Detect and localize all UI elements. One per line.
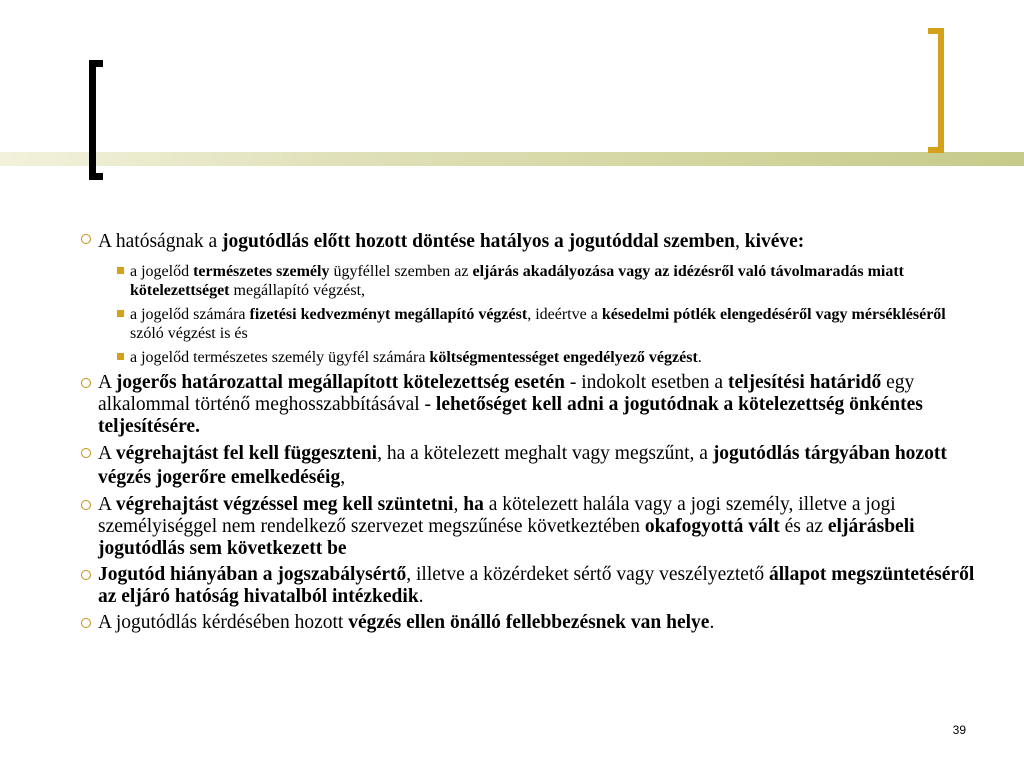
text: . <box>697 349 702 366</box>
square-bullet-icon <box>117 267 124 274</box>
text: A <box>98 494 116 515</box>
bullet-item <box>78 442 978 490</box>
sub-bullet-item <box>78 305 978 343</box>
text: ügyféllel szemben az <box>329 263 473 280</box>
bullet-item <box>78 564 978 608</box>
circle-bullet-icon <box>81 448 91 458</box>
text: , <box>453 494 464 515</box>
bold-text: ha <box>463 494 484 515</box>
circle-bullet-icon <box>81 618 91 628</box>
bold-text: állapot megszüntetéséről az eljáró hatóság hivatalból intézkedik <box>98 564 975 607</box>
square-bullet-icon <box>117 353 124 360</box>
text: - indokolt esetben a <box>564 372 728 393</box>
bold-text: jogutódlás tárgyában hozott végzés jogerőre emelkedéséig <box>98 443 947 488</box>
bold-text: végrehajtást fel kell függeszteni <box>115 443 378 464</box>
bold-text: végzés ellen önálló fellebbezésnek van helye <box>348 612 710 633</box>
bold-text: fizetési kedvezményt megállapító végzést <box>249 306 528 323</box>
circle-bullet-icon <box>81 500 91 510</box>
bold-text: költségmentességet engedélyező végzést <box>429 349 698 366</box>
text: a jogelőd <box>130 263 194 280</box>
decorative-band <box>0 152 1024 166</box>
text: , illetve a közérdeket sértő vagy veszélyeztető <box>406 564 769 585</box>
text: A <box>98 443 116 464</box>
text: , <box>340 467 346 488</box>
bold-text: okafogyottá vált <box>644 516 780 537</box>
bold-text: végrehajtást végzéssel meg kell szüntetni <box>115 494 454 515</box>
circle-bullet-icon <box>81 234 91 244</box>
slide-content <box>78 228 978 638</box>
bold-text: teljesítési határidő <box>727 372 882 393</box>
circle-bullet-icon <box>81 378 91 388</box>
bullet-item <box>78 372 978 438</box>
sub-bullet-item <box>78 262 978 300</box>
text: . <box>709 612 715 633</box>
sub-bullet-item <box>78 348 978 367</box>
bold-text: lehetőséget kell adni a jogutódnak a kötelezettség önkéntes teljesítésére. <box>98 394 923 437</box>
bold-text: Jogutód hiányában a jogszabálysértő <box>98 564 407 585</box>
text: a kötelezett halála vagy a jogi személy, illetve a jogi személyiséggel nem rendelkező szervezet megszűnése következtében <box>98 494 896 537</box>
text: egy alkalommal történő meghosszabbításával - <box>98 372 915 415</box>
text: a jogelőd számára <box>130 306 250 323</box>
bullet-item <box>78 494 978 560</box>
text: a jogelőd természetes személy ügyfél számára <box>130 349 430 366</box>
text: , ha a kötelezett meghalt vagy megszűnt, a <box>377 443 713 464</box>
bullet-item <box>78 612 978 634</box>
bold-text: eljárásbeli jogutódlás sem következett be <box>98 516 915 559</box>
bold-text: jogerős határozattal megállapított kötelezettség esetén <box>115 372 565 393</box>
bold-text: késedelmi pótlék elengedéséről vagy mérsékléséről <box>601 306 946 323</box>
bold-text: kivéve: <box>744 231 805 252</box>
square-bullet-icon <box>117 310 124 317</box>
bold-text: jogutódlás előtt hozott döntése hatályos a jogutóddal szemben <box>222 231 735 252</box>
bold-text: eljárás akadályozása vagy az idézésről való távolmaradás miatt kötelezettséget <box>130 263 904 299</box>
text: , ideértve a <box>527 306 602 323</box>
page-number: 39 <box>952 723 966 737</box>
text: és az <box>779 516 828 537</box>
right-bracket-decoration <box>928 28 944 153</box>
text: szóló végzést is és <box>130 325 248 342</box>
text: . <box>418 586 424 607</box>
bullet-item <box>78 228 978 256</box>
circle-bullet-icon <box>81 570 91 580</box>
bold-text: természetes személy <box>193 263 330 280</box>
text: A jogutódlás kérdésében hozott <box>98 612 349 633</box>
text: A <box>98 372 116 393</box>
text: megállapító végzést, <box>229 282 366 299</box>
text: , <box>734 231 745 252</box>
left-bracket-decoration <box>89 60 103 180</box>
text: A hatóságnak a <box>98 231 223 252</box>
